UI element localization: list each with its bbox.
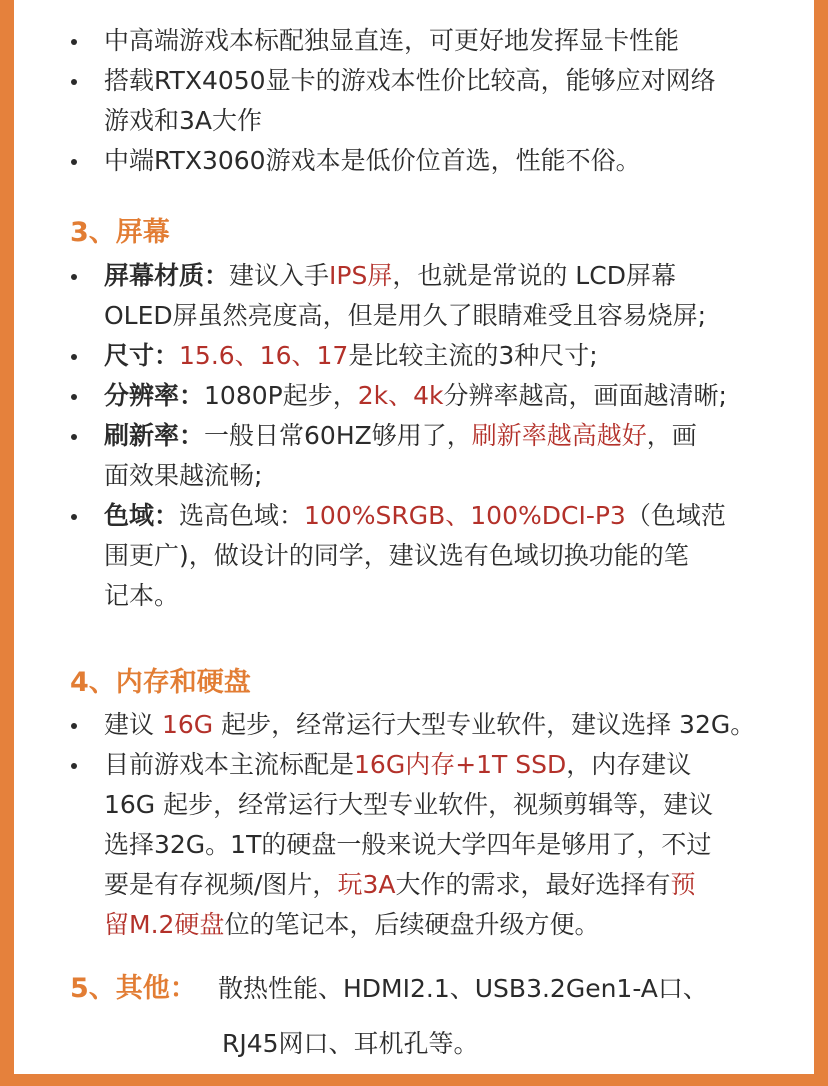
section-heading-memory: 4、内存和硬盘: [70, 667, 251, 698]
content-card: [14, 0, 814, 1074]
bullet-icon: [71, 354, 77, 360]
bullet-icon: [71, 159, 77, 165]
list-item-screen-resolution: 分辨率：1080P起步，2k、4k分辨率越高，画面越清晰;: [14, 376, 814, 416]
list-item: 中端RTX3060游戏本是低价位首选，性能不俗。: [14, 141, 814, 181]
other-line-1: 散热性能、HDMI2.1、USB3.2Gen1-A口、: [218, 974, 708, 1003]
bullet-icon: [71, 39, 77, 45]
list-item-memory-standard: 目前游戏本主流标配是16G内存+1T SSD，内存建议 16G 起步，经常运行大型专业软件，视频剪辑等，建议 选择32G。1T的硬盘一般来说大学四年是够用了，不过 要是有存视频/图片，玩3A大作的需求，最好选择有预 留M.2硬盘位的笔记本，后续硬盘升级方便。: [14, 745, 814, 945]
bullet-icon: [71, 274, 77, 280]
other-line-2: RJ45网口、耳机孔等。: [222, 1029, 479, 1058]
list-item-screen-refresh: 刷新率：一般日常60HZ够用了，刷新率越高越好，画 面效果越流畅;: [14, 416, 814, 496]
screen-list: [14, 256, 814, 616]
bullet-icon: [71, 763, 77, 769]
list-item-screen-gamut: 色域：选高色域：100%SRGB、100%DCI-P3（色域范 围更广)，做设计的同学，建议选有色域切换功能的笔 记本。: [14, 496, 814, 616]
section-heading-other: 5、其他： 散热性能、HDMI2.1、USB3.2Gen1-A口、: [70, 969, 814, 1009]
bullet-icon: [71, 79, 77, 85]
list-item-screen-material: 屏幕材质：建议入手IPS屏，也就是常说的 LCD屏幕 OLED屏虽然亮度高，但是用久了眼睛难受且容易烧屏;: [14, 256, 814, 336]
section-heading-screen: 3、屏幕: [70, 217, 170, 248]
list-item: 中高端游戏本标配独显直连，可更好地发挥显卡性能: [14, 21, 814, 61]
list-item-memory-advice: 建议 16G 起步，经常运行大型专业软件，建议选择 32G。: [14, 705, 814, 745]
bullet-icon: [71, 723, 77, 729]
gpu-list: [14, 21, 814, 181]
memory-list: [14, 705, 814, 945]
list-item-screen-size: 尺寸：15.6、16、17是比较主流的3种尺寸;: [14, 336, 814, 376]
list-item: 搭载RTX4050显卡的游戏本性价比较高，能够应对网络 游戏和3A大作: [14, 61, 814, 141]
bullet-icon: [71, 434, 77, 440]
bullet-icon: [71, 514, 77, 520]
bullet-icon: [71, 394, 77, 400]
